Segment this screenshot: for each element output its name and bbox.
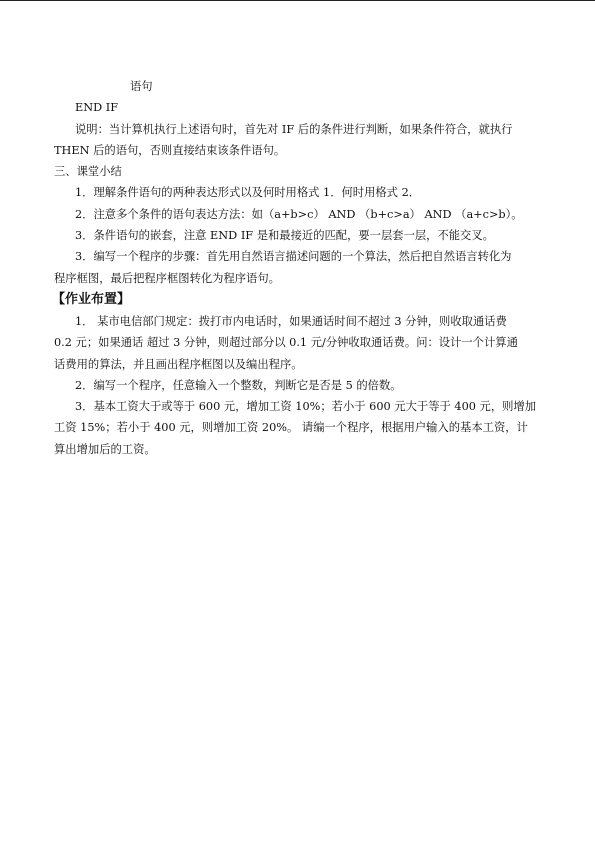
summary-item-3: 3．条件语句的嵌套，注意 END IF 是和最接近的匹配，要一层套一层，不能交叉。 — [75, 229, 494, 243]
homework-heading: 【作业布置】 — [52, 291, 131, 307]
homework-item-3-line-1: 3．基本工资大于或等于 600 元，增加工资 10%；若小于 600 元大于等于 400 元，则增加 — [75, 400, 537, 414]
summary-item-4-line-1: 3．编写一个程序的步骤：首先用自然语言描述问题的一个算法，然后把自然语言转化为 — [75, 250, 512, 264]
summary-item-4-line-2: 程序框图，最后把程序框图转化为程序语句。 — [54, 271, 280, 285]
section-heading-summary: 三、课堂小结 — [54, 165, 122, 179]
summary-item-2: 2．注意多个条件的语句表达方法：如（a+b>c） AND （b+c>a） AND （a+c>b）。 — [75, 207, 523, 221]
homework-item-1-line-1: 1． 某市电信部门规定：拨打市内电话时，如果通话时间不超过 3 分钟，则收取通话费 — [75, 314, 507, 328]
code-line-end-if: END IF — [75, 101, 119, 115]
homework-item-1-line-2: 0.2 元；如果通话 超过 3 分钟，则超过部分以 0.1 元/分钟收取通话费。问：设计一个计算通 — [54, 336, 518, 350]
homework-item-3-line-2: 工资 15%；若小于 400 元，则增加工资 20%。 请编一个程序，根据用户输入的基本工资，计 — [54, 421, 528, 435]
homework-item-2: 2．编写一个程序，任意输入一个整数，判断它是否是 5 的倍数。 — [75, 378, 402, 392]
page-top-border — [0, 0, 595, 1]
summary-item-1: 1．理解条件语句的两种表达形式以及何时用格式 1．何时用格式 2． — [75, 186, 421, 200]
homework-item-1-line-3: 话费用的算法，并且画出程序框图以及编出程序。 — [54, 357, 303, 371]
explanation-line-2: THEN 后的语句，否则直接结束该条件语句。 — [54, 143, 286, 157]
code-line-statement: 语句 — [130, 80, 153, 93]
homework-item-3-line-3: 算出增加后的工资。 — [54, 442, 156, 456]
explanation-line-1: 说明：当计算机执行上述语句时，首先对 IF 后的条件进行判断，如果条件符合，就执行 — [75, 122, 513, 136]
document-body — [54, 76, 542, 460]
